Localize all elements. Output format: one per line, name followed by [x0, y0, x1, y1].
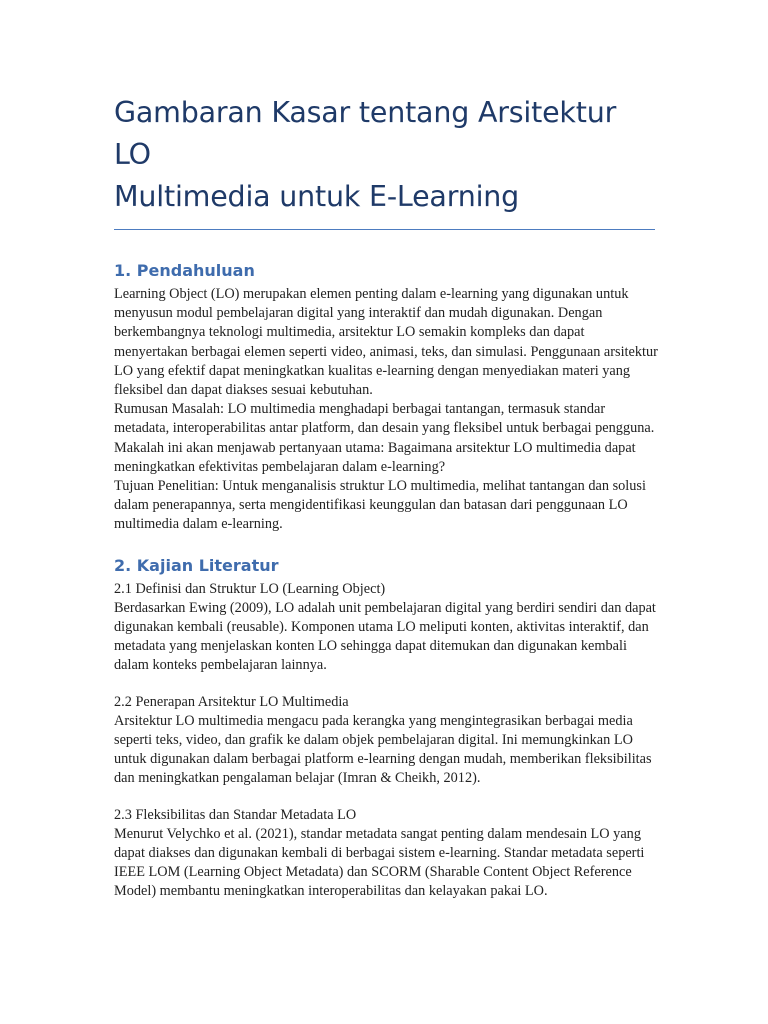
paragraph-tujuan-penelitian: Tujuan Penelitian: Untuk menganalisis struktur LO multimedia, melihat tantangan dan solusi dalam penerapannya, serta mengidentifikasi keunggulan dan batasan dari penggunaan LO multimedia dalam e-learning.: [114, 478, 646, 533]
paragraph-intro: Learning Object (LO) merupakan elemen penting dalam e-learning yang digunakan untuk menyusun modul pembelajaran digital yang interaktif dan mudah digunakan. Dengan berkembangnya teknologi multimedia, arsitektur LO semakin kompleks dan dapat menyertakan berbagai elemen seperti video, animasi, teks, dan simulasi. Penggunaan arsitektur LO yang efektif dapat meningkatkan kualitas e-learning dengan menyediakan materi yang fleksibel dan dapat diakses sesuai kebutuhan.: [114, 286, 658, 399]
title-line-2: Multimedia untuk E-Learning: [114, 180, 520, 213]
title-underline: [114, 229, 655, 230]
heading-pendahuluan: 1. Pendahuluan: [114, 261, 255, 280]
paragraph-2-1: Berdasarkan Ewing (2009), LO adalah unit pembelajaran digital yang berdiri sendiri dan dapat digunakan kembali (reusable). Komponen utama LO meliputi konten, aktivitas interaktif, dan metadata yang menjelaskan konten LO sehingga dapat ditemukan dan digunakan kembali dalam konteks pembelajaran lainnya.: [114, 599, 656, 674]
subsection-title-2-3: 2.3 Fleksibilitas dan Standar Metadata LO: [114, 806, 357, 823]
paragraph-2-2: Arsitektur LO multimedia mengacu pada kerangka yang mengintegrasikan berbagai media seperti teks, video, dan grafik ke dalam objek pembelajaran digital. Ini memungkinkan LO untuk digunakan dalam berbagai platform e-learning dengan mudah, memberikan fleksibilitas dan meningkatkan pengalaman belajar (Imran & Cheikh, 2012).: [114, 712, 652, 787]
heading-kajian-literatur: 2. Kajian Literatur: [114, 555, 279, 575]
paragraph-rumusan-masalah: Rumusan Masalah: LO multimedia menghadapi berbagai tantangan, termasuk standar metadata, interoperabilitas antar platform, dan desain yang fleksibel untuk berbagai pengguna. Makalah ini akan menjawab pertanyaan utama: Bagaimana arsitektur LO multimedia dapat meningkatkan efektivitas pembelajaran dalam e-learning?: [114, 401, 655, 475]
title-line-1: Gambaran Kasar tentang Arsitektur LO: [114, 96, 617, 171]
subsection-title-2-1: 2.1 Definisi dan Struktur LO (Learning Object): [114, 580, 386, 597]
document-page: [114, 92, 659, 902]
section-kajian-literatur: [114, 555, 659, 902]
paragraph-2-3: Menurut Velychko et al. (2021), standar metadata sangat penting dalam mendesain LO yang dapat diakses dan digunakan kembali di berbagai sistem e-learning. Standar metadata seperti IEEE LOM (Learning Object Metadata) dan SCORM (Sharable Content Object Reference Model) membantu meningkatkan interoperabilitas dan kelayakan pakai LO.: [114, 825, 645, 900]
subsection-title-2-2: 2.2 Penerapan Arsitektur LO Multimedia: [114, 693, 349, 710]
document-title: [114, 92, 659, 218]
section-pendahuluan: [114, 260, 659, 535]
